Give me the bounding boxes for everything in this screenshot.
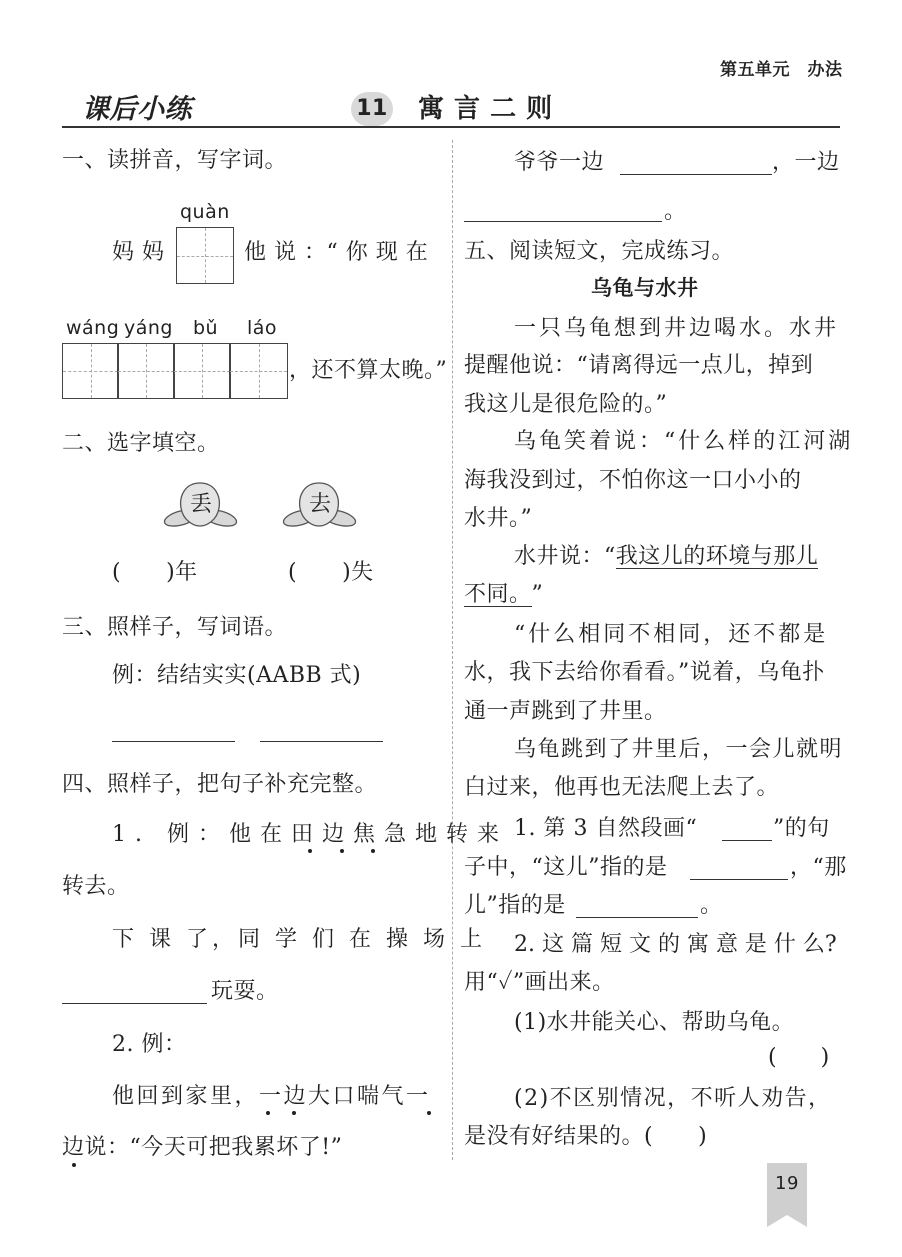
pinyin-quan: quàn xyxy=(180,201,230,223)
emphasis-dot xyxy=(292,1111,296,1115)
pinyin-wang: wáng xyxy=(66,317,120,339)
story-p3-quote: ” xyxy=(531,582,544,607)
page-number: 19 xyxy=(775,1173,799,1194)
q4-cont-a3: 。 xyxy=(664,199,687,224)
ex2-line1: 2. 这 篇 短 文 的 寓 意 是 什 么? xyxy=(514,932,837,957)
page-number-tab xyxy=(767,1163,807,1215)
q4-cont-a2: ，一边 xyxy=(772,150,840,175)
story-p3-line2 xyxy=(464,584,543,607)
q4-item1-b: 转去。 xyxy=(62,874,130,899)
tianzige-box[interactable] xyxy=(173,343,231,399)
emphasis-dot xyxy=(308,849,312,853)
q1-title: 一、读拼音，写字词。 xyxy=(62,148,288,173)
ex2-option-2-b: 是没有好结果的。( ) xyxy=(464,1124,708,1149)
lesson-number: 11 xyxy=(356,96,388,121)
pinyin-lao: láo xyxy=(247,317,278,339)
ex1-line3-b: 。 xyxy=(700,893,723,918)
q2-blank-1[interactable]: ( )年 xyxy=(112,560,198,585)
q3-title: 三、照样子，写词语。 xyxy=(62,615,288,640)
q4-title: 四、照样子，把句子补充完整。 xyxy=(62,772,378,797)
story-p1-line3: 我这儿是很危险的。” xyxy=(464,392,668,417)
q2-blank-2[interactable]: ( )失 xyxy=(288,560,374,585)
story-title: 乌龟与水井 xyxy=(591,276,699,300)
page-tab-notch xyxy=(767,1215,807,1227)
story-p3-lead: 水井说：“ xyxy=(514,544,616,569)
lesson-title: 寓 言 二 则 xyxy=(418,94,553,124)
q4-item2-a: 他回到家里，一边大口喘气一 xyxy=(112,1084,431,1109)
choice-char-2: 去 xyxy=(309,492,332,517)
tianzige-box[interactable] xyxy=(176,227,234,284)
story-p3-line1 xyxy=(514,546,818,569)
pinyin-bu: bǔ xyxy=(193,317,219,339)
emphasis-dot xyxy=(266,1111,270,1115)
column-divider xyxy=(452,140,453,1160)
answer-line[interactable] xyxy=(690,879,788,880)
story-p1-line2: 提醒他说：“请离得远一点儿，掉到 xyxy=(464,353,814,378)
section-title: 课后小练 xyxy=(82,94,192,125)
q4-item1-d: 玩耍。 xyxy=(211,979,279,1004)
answer-line[interactable] xyxy=(722,840,772,841)
story-p1-line1: 一只乌龟想到井边喝水。水井 xyxy=(514,316,840,341)
ex1-line1-a: 1. 第 3 自然段画“ xyxy=(514,816,698,841)
ex2-option-2-a: (2)不区别情况，不听人劝告， xyxy=(514,1086,832,1111)
answer-line[interactable] xyxy=(620,174,772,175)
emphasis-dot xyxy=(427,1111,431,1115)
ex2-option-1: (1)水井能关心、帮助乌龟。 xyxy=(514,1010,795,1035)
q4-item2-b: 边说：“今天可把我累坏了!” xyxy=(62,1135,343,1160)
emphasis-dot xyxy=(340,849,344,853)
answer-line[interactable] xyxy=(62,1003,207,1004)
ex1-line2-a: 子中，“这儿”指的是 xyxy=(464,855,668,880)
emphasis-dot xyxy=(72,1163,76,1167)
story-p5-line1: 乌龟跳到了井里后，一会儿就明 xyxy=(514,737,844,762)
header-rule xyxy=(62,126,840,128)
emphasis-dot xyxy=(371,849,375,853)
story-p4-line3: 通一声跳到了井里。 xyxy=(464,699,667,724)
ex1-line1-b: ”的句 xyxy=(773,816,830,841)
lesson-number-badge xyxy=(351,92,393,126)
ex1-line2-b: ，“那 xyxy=(790,855,847,880)
q1-line1-a: 妈 妈 xyxy=(112,240,165,265)
q1-line1-b: 他 说 ：“ 你 现 在 xyxy=(244,240,429,265)
story-p3-underlined-end: 不同。 xyxy=(464,582,532,607)
q4-item2-label: 2. 例： xyxy=(112,1032,187,1057)
ex2-line2: 用“✓”画出来。 xyxy=(464,970,615,995)
story-p2-line1: 乌龟笑着说：“什么样的江河湖 xyxy=(514,429,854,454)
q4-item1-a: 1. 例：他在田边焦急地转来 xyxy=(112,822,508,847)
answer-paren[interactable]: ( ) xyxy=(768,1045,830,1070)
q5-title: 五、阅读短文，完成练习。 xyxy=(464,239,735,264)
q2-title: 二、选字填空。 xyxy=(62,431,220,456)
story-p5-line2: 白过来，他再也无法爬上去了。 xyxy=(464,775,780,800)
tianzige-box[interactable] xyxy=(229,343,288,399)
unit-label: 第五单元 办法 xyxy=(720,60,843,80)
q3-example: 例：结结实实(AABB 式) xyxy=(112,663,362,688)
story-p4-line2: 水，我下去给你看看。”说着，乌龟扑 xyxy=(464,660,825,685)
choice-char-1: 丢 xyxy=(190,492,213,517)
tianzige-box[interactable] xyxy=(117,343,175,399)
answer-line[interactable] xyxy=(112,741,235,742)
story-p4-line1: “什么相同不相同，还不都是 xyxy=(514,622,829,647)
story-p3-underlined: 我这儿的环境与那儿 xyxy=(615,544,819,569)
ex1-line3-a: 儿”指的是 xyxy=(464,893,566,918)
q4-cont-a1: 爷爷一边 xyxy=(514,150,605,175)
q1-line2-end: ，还不算太晚。” xyxy=(289,358,448,383)
q4-item1-c: 下 课 了，同 学 们 在 操 场 上 xyxy=(112,927,486,952)
story-p2-line3: 水井。” xyxy=(464,506,533,531)
story-p2-line2: 海我没到过，不怕你这一口小小的 xyxy=(464,468,802,493)
answer-line[interactable] xyxy=(576,917,698,918)
pinyin-yang: yáng xyxy=(124,317,173,339)
answer-line[interactable] xyxy=(464,221,662,222)
answer-line[interactable] xyxy=(260,741,383,742)
tianzige-box[interactable] xyxy=(62,343,119,399)
